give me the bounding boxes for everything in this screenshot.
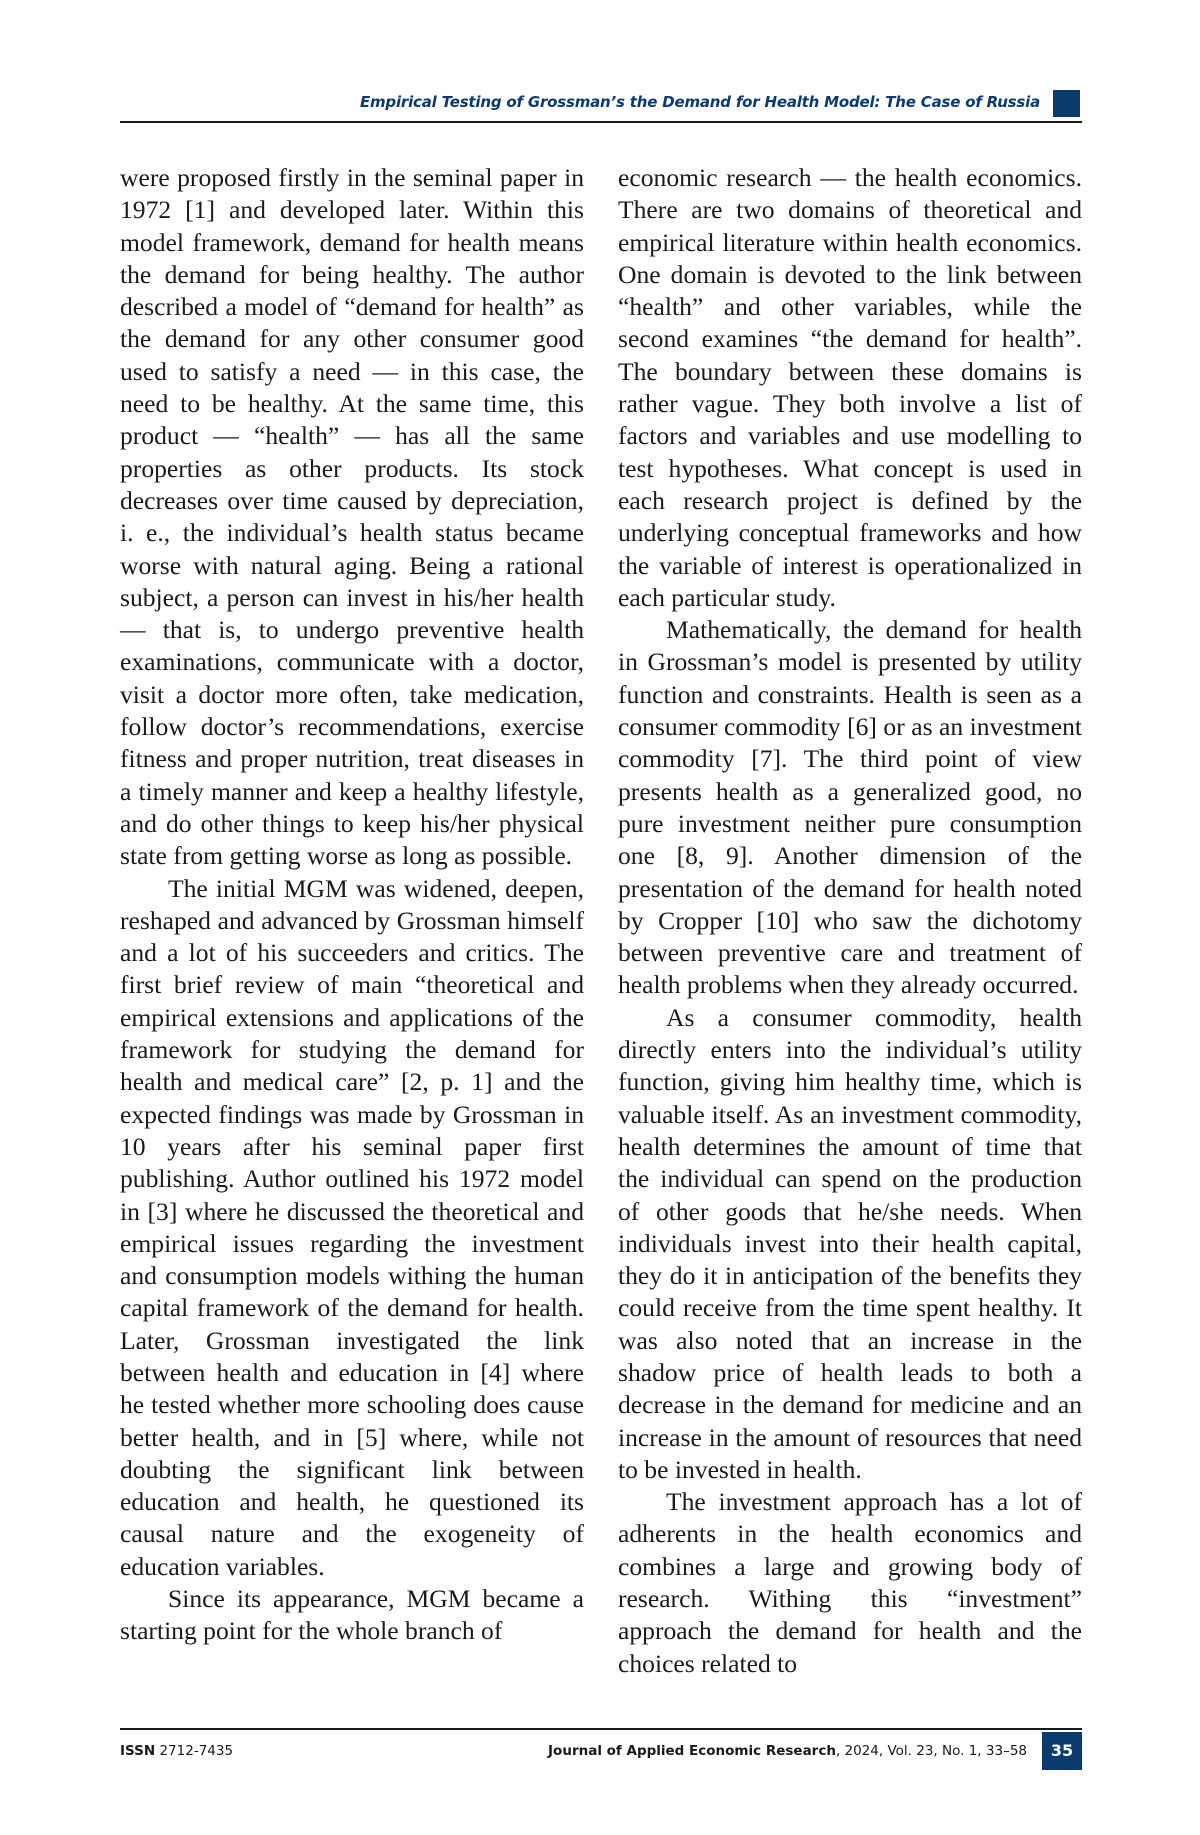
left-column xyxy=(120,162,584,1648)
paragraph: Mathematically, the demand for health in Grossman’s model is presented by utility function and constraints. Health is seen as a consumer commodity [6] or as an investment commodity [7]. The third point of view presents health as a generalized good, no pure investment neither pure consumption one [8, 9]. Another dimension of the presentation of the demand for health noted by Cropper [10] who saw the dichotomy between preventive care and treatment of health problems when they already occurred. xyxy=(618,615,1082,1000)
header-accent-block xyxy=(1053,90,1080,117)
journal-name: Journal of Applied Economic Research xyxy=(548,1743,836,1759)
right-column xyxy=(618,162,1082,1680)
paragraph: As a consumer commodity, health directly enters into the individual’s utility function, giving him healthy time, which is valuable itself. As an investment commodity, health determines the amount of time that the individual can spend on the production of other goods that he/she needs. When individuals invest into their health capital, they do it in anticipation of the benefits they could receive from the time spent healthy. It was also noted that an increase in the shadow price of health leads to both a decrease in the demand for medicine and an increase in the amount of resources that need to be invested in health. xyxy=(618,1002,1082,1484)
issn-number: 2712-7435 xyxy=(159,1743,234,1759)
paragraph: The investment approach has a lot of adherents in the health economics and combines a large and growing body of research. Withing this “investment” approach the demand for health and the choices related to xyxy=(618,1487,1082,1678)
paragraph: The initial MGM was widened, deepen, reshaped and advanced by Grossman himself and a lot of his succeeders and critics. The first brief review of main “theoretical and empirical extensions and applications of the framework for studying the demand for health and medical care” [2, p. 1] and the expected findings was made by Grossman in 10 years after his seminal paper first publishing. Author outlined his 1972 model in [3] where he discussed the theoretical and empirical issues regarding the investment and consumption models withing the human capital framework of the demand for health. Later, Grossman investigated the link between health and education in [4] where he tested whether more schooling does cause better health, and in [5] where, while not doubting the significant link between education and health, he questioned its causal nature and the exogeneity of education variables. xyxy=(120,873,584,1581)
journal-citation xyxy=(548,1743,1027,1759)
journal-details: , 2024, Vol. 23, No. 1, 33–58 xyxy=(835,1743,1027,1759)
paragraph: Since its appearance, MGM became a starting point for the whole branch of xyxy=(120,1584,584,1646)
issn xyxy=(120,1743,233,1759)
running-header xyxy=(120,88,1082,123)
paragraph: economic research — the health economics. There are two domains of theoretical and empirical literature within health economics. One domain is devoted to the link between “health” and other variables, while the second examines “the demand for health”. The boundary between these domains is rather vague. They both involve a list of factors and variables and use modelling to test hypotheses. What concept is used in each research project is defined by the underlying conceptual frameworks and how the variable of interest is operationalized in each particular study. xyxy=(618,163,1082,612)
page-number: 35 xyxy=(1042,1732,1082,1770)
running-title: Empirical Testing of Grossman’s the Demand for Health Model: The Case of Russia xyxy=(359,93,1040,111)
page-footer xyxy=(120,1728,1082,1770)
issn-label: ISSN xyxy=(120,1743,156,1759)
paragraph: were proposed firstly in the seminal paper in 1972 [1] and developed later. Within this model framework, demand for health means the demand for being healthy. The author described a model of “demand for health” as the demand for any other consumer good used to satisfy a need — in this case, the need to be healthy. At the same time, this product — “health” — has all the same properties as other products. Its stock decreases over time caused by depreciation, i. e., the individual’s health status became worse with natural aging. Being a rational subject, a person can invest in his/her health — that is, to undergo preventive health examinations, communicate with a doctor, visit a doctor more often, take medication, follow doctor’s recommendations, exercise fitness and proper nutrition, treat diseases in a timely manner and keep a healthy lifestyle, and do other things to keep his/her physical state from getting worse as long as possible. xyxy=(120,163,584,871)
